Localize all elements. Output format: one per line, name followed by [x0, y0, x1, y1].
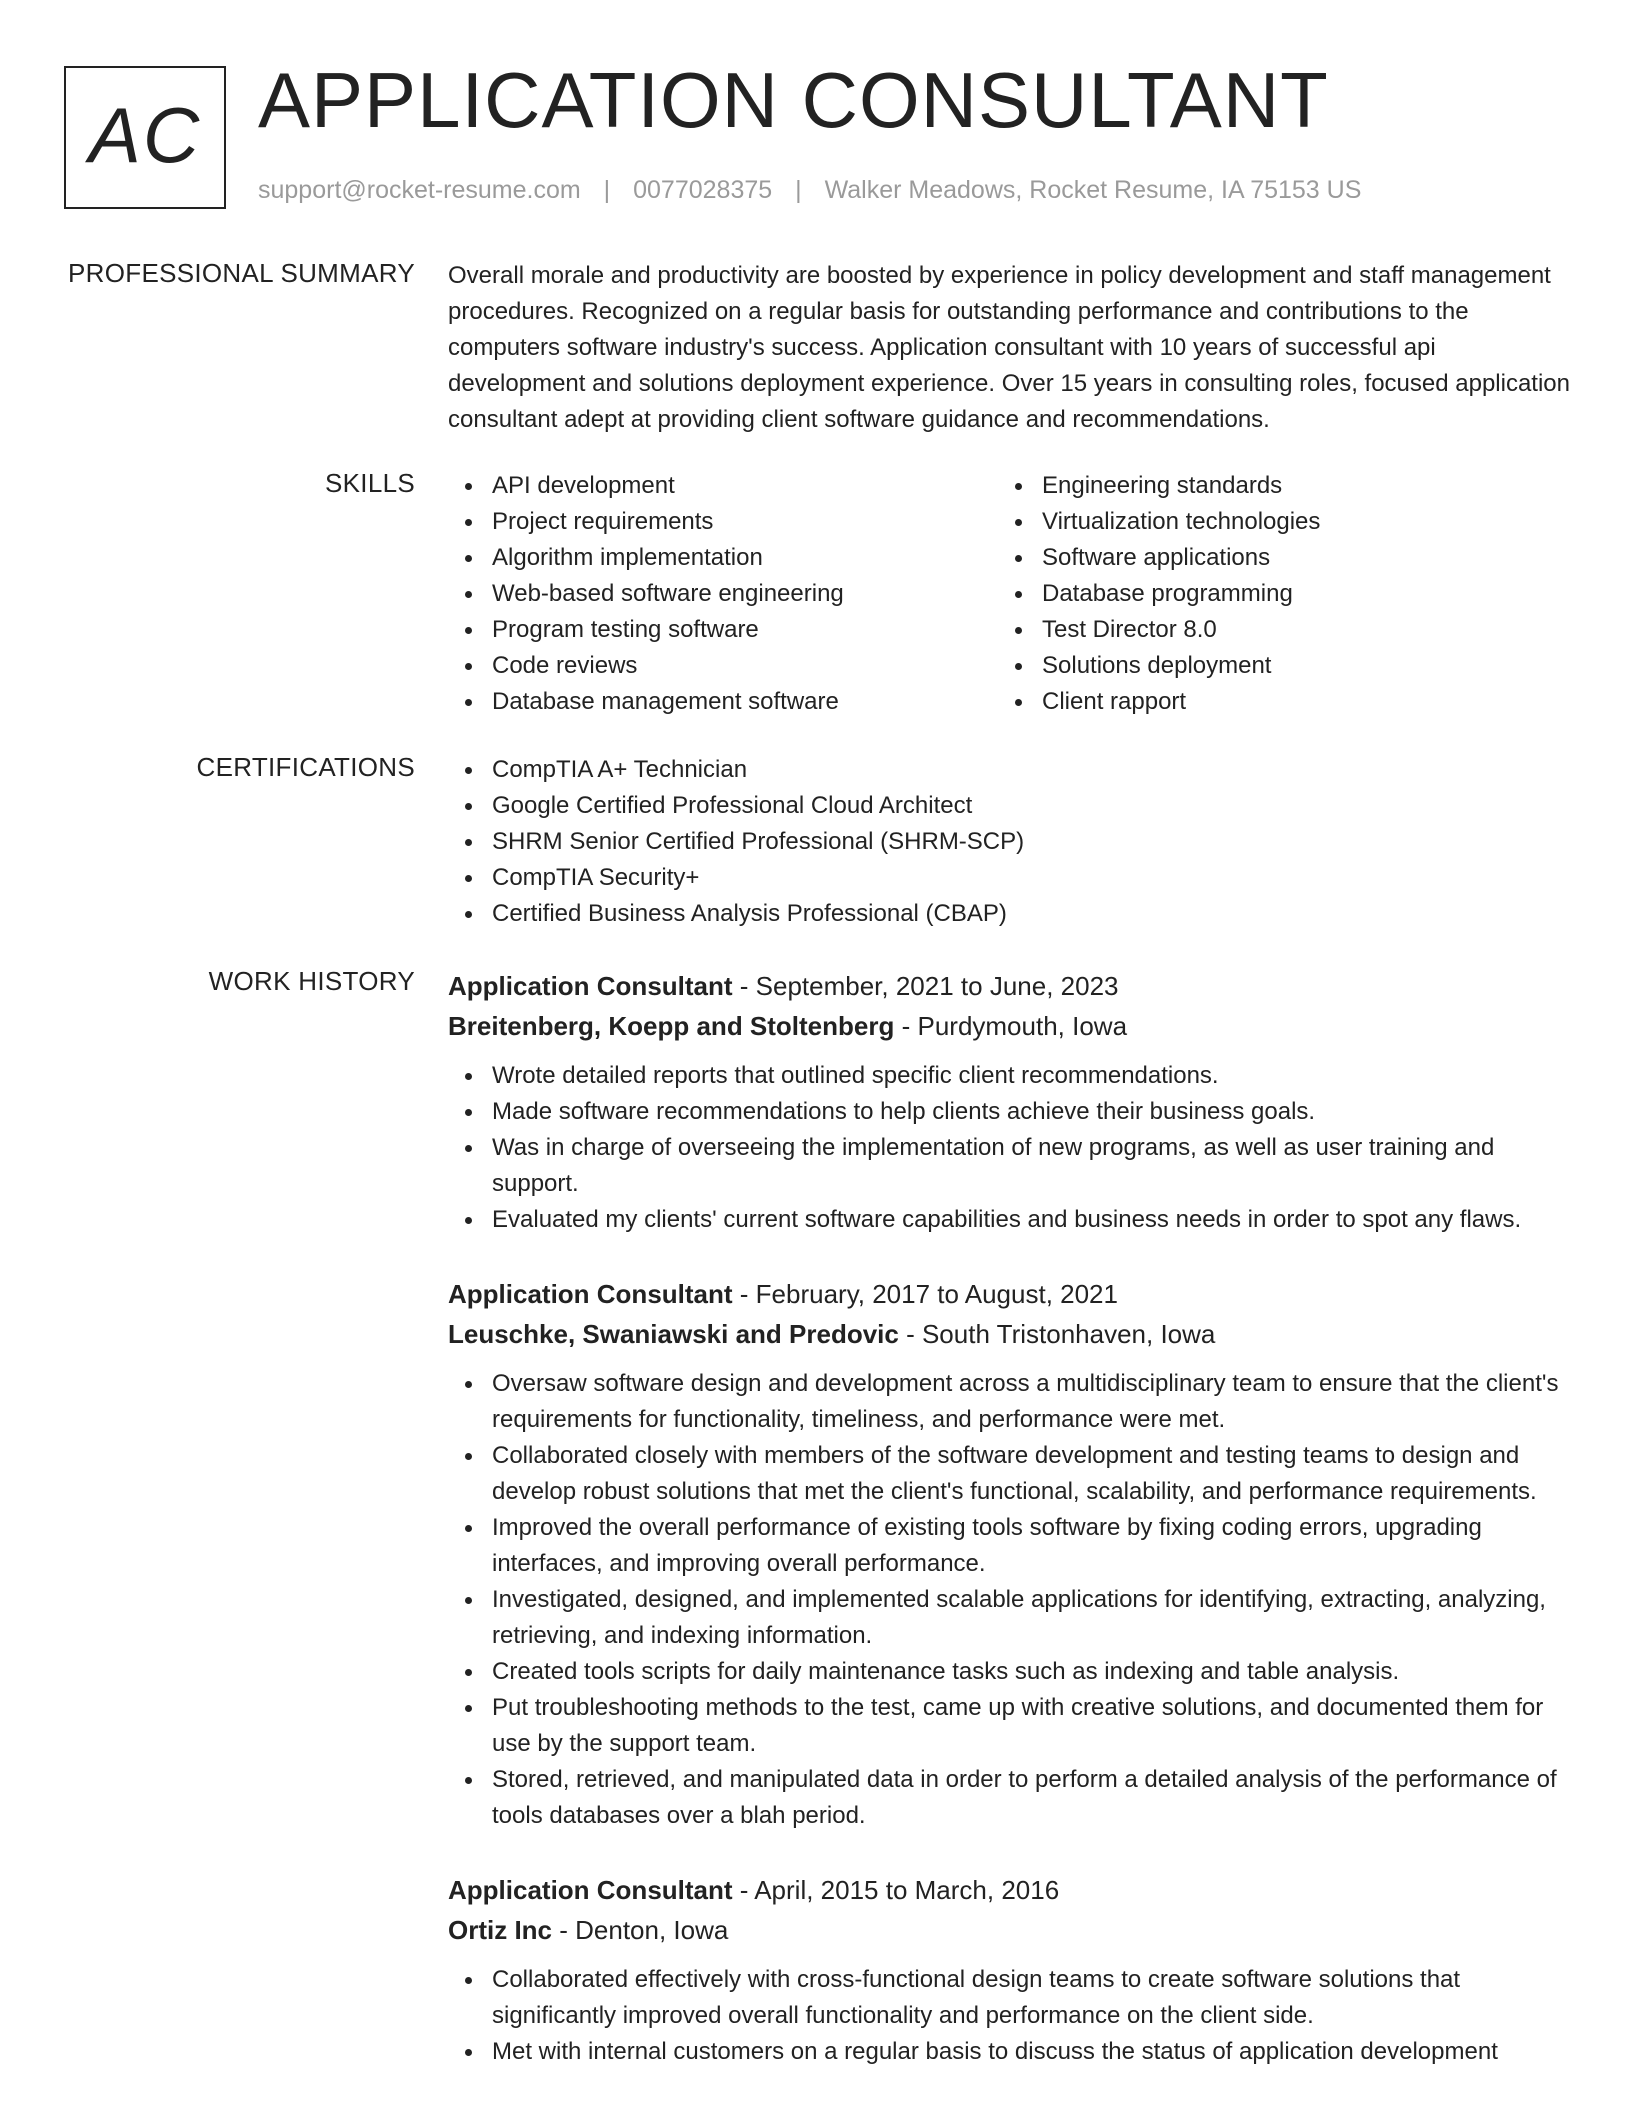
- certifications-heading: CERTIFICATIONS: [196, 752, 415, 782]
- job-duties-list: [448, 1962, 1578, 2070]
- job-title: Application Consultant: [448, 971, 733, 1001]
- job-duty-item: Collaborated effectively with cross-functional design teams to create software solutions that significantly improved overall functionality and performance on the client side.: [448, 1962, 1578, 2034]
- job-duty-item: Created tools scripts for daily maintenance tasks such as indexing and table analysis.: [448, 1654, 1578, 1690]
- job-duty-item: Improved the overall performance of existing tools software by fixing coding errors, upgrading interfaces, and improving overall performance.: [448, 1510, 1578, 1582]
- job-duty-item: Wrote detailed reports that outlined specific client recommendations.: [448, 1058, 1578, 1094]
- skills-column-2: [998, 468, 1548, 720]
- contact-phone[interactable]: 0077028375: [633, 176, 773, 204]
- skill-item: API development: [448, 468, 998, 504]
- job-company: Leuschke, Swaniawski and Predovic: [448, 1319, 899, 1349]
- job-duty-item: Investigated, designed, and implemented scalable applications for identifying, extracting, analyzing, retrieving, and indexing information.: [448, 1582, 1578, 1654]
- skills-columns: [448, 468, 1578, 720]
- skills-column-1: [448, 468, 998, 720]
- skill-item: Virtualization technologies: [998, 504, 1548, 540]
- work-history-list: [448, 966, 1578, 2106]
- job-title-line: [448, 1870, 1578, 1910]
- job-title-line: [448, 966, 1578, 1006]
- skills-heading: SKILLS: [325, 468, 415, 498]
- job-company-line: [448, 1006, 1578, 1046]
- certification-item: Certified Business Analysis Professional (CBAP): [448, 896, 1578, 932]
- skill-item: Software applications: [998, 540, 1548, 576]
- work-history-heading: WORK HISTORY: [208, 966, 415, 996]
- job-entry: [448, 1870, 1578, 2070]
- job-duty-item: Collaborated closely with members of the software development and testing teams to design and develop robust solutions that met the client's functional, scalability, and performance requirements.: [448, 1438, 1578, 1510]
- job-duty-item: Oversaw software design and development across a multidisciplinary team to ensure that the client's requirements for functionality, timeliness, and performance were met.: [448, 1366, 1578, 1438]
- skill-item: Project requirements: [448, 504, 998, 540]
- skill-item: Solutions deployment: [998, 648, 1548, 684]
- job-duty-item: Put troubleshooting methods to the test, came up with creative solutions, and documented them for use by the support team.: [448, 1690, 1578, 1762]
- contact-address: Walker Meadows, Rocket Resume, IA 75153 US: [824, 176, 1362, 204]
- job-company: Breitenberg, Koepp and Stoltenberg: [448, 1011, 895, 1041]
- skill-item: Algorithm implementation: [448, 540, 998, 576]
- contact-email[interactable]: support@rocket-resume.com: [258, 176, 581, 204]
- summary-heading: PROFESSIONAL SUMMARY: [68, 258, 415, 288]
- contact-separator: |: [603, 176, 611, 204]
- skill-item: Engineering standards: [998, 468, 1548, 504]
- job-location: - South Tristonhaven, Iowa: [898, 1319, 1216, 1349]
- skill-item: Database programming: [998, 576, 1548, 612]
- job-company-line: [448, 1910, 1578, 1950]
- job-company: Ortiz Inc: [448, 1915, 553, 1945]
- skill-item: Database management software: [448, 684, 998, 720]
- job-company-line: [448, 1314, 1578, 1354]
- certification-item: CompTIA Security+: [448, 860, 1578, 896]
- certification-item: Google Certified Professional Cloud Architect: [448, 788, 1578, 824]
- job-title: Application Consultant: [448, 1279, 733, 1309]
- monogram-box: [64, 66, 226, 209]
- contact-separator: |: [795, 176, 802, 204]
- certifications-list: [448, 752, 1578, 932]
- job-title-line: [448, 1274, 1578, 1314]
- skill-item: Test Director 8.0: [998, 612, 1548, 648]
- job-entry: [448, 966, 1578, 1238]
- job-duty-item: Evaluated my clients' current software capabilities and business needs in order to spot any flaws.: [448, 1202, 1578, 1238]
- skill-item: Client rapport: [998, 684, 1548, 720]
- contact-line: [258, 176, 1361, 205]
- certification-item: SHRM Senior Certified Professional (SHRM-SCP): [448, 824, 1578, 860]
- job-dates: - September, 2021 to June, 2023: [732, 971, 1119, 1001]
- job-entry: [448, 1274, 1578, 1834]
- candidate-name: APPLICATION CONSULTANT: [258, 56, 1329, 144]
- job-duties-list: [448, 1058, 1578, 1238]
- job-duty-item: Stored, retrieved, and manipulated data in order to perform a detailed analysis of the performance of tools databases over a blah period.: [448, 1762, 1578, 1834]
- job-duty-item: Was in charge of overseeing the implementation of new programs, as well as user training and support.: [448, 1130, 1578, 1202]
- job-title: Application Consultant: [448, 1875, 733, 1905]
- skill-item: Code reviews: [448, 648, 998, 684]
- skill-item: Program testing software: [448, 612, 998, 648]
- summary-text: Overall morale and productivity are boosted by experience in policy development and staff management procedures. Recognized on a regular basis for outstanding performance and contributions to the computers software industry's success. Application consultant with 10 years of successful api development and solutions deployment experience. Over 15 years in consulting roles, focused application consultant adept at providing client software guidance and recommendations.: [448, 262, 1570, 433]
- job-dates: - February, 2017 to August, 2021: [732, 1279, 1118, 1309]
- monogram-initials: AC: [88, 91, 202, 179]
- job-duty-item: Made software recommendations to help clients achieve their business goals.: [448, 1094, 1578, 1130]
- job-duties-list: [448, 1366, 1578, 1834]
- certification-item: CompTIA A+ Technician: [448, 752, 1578, 788]
- job-location: - Denton, Iowa: [552, 1915, 729, 1945]
- job-duty-item: Met with internal customers on a regular basis to discuss the status of application development: [448, 2034, 1578, 2070]
- job-location: - Purdymouth, Iowa: [894, 1011, 1128, 1041]
- job-dates: - April, 2015 to March, 2016: [732, 1875, 1060, 1905]
- skill-item: Web-based software engineering: [448, 576, 998, 612]
